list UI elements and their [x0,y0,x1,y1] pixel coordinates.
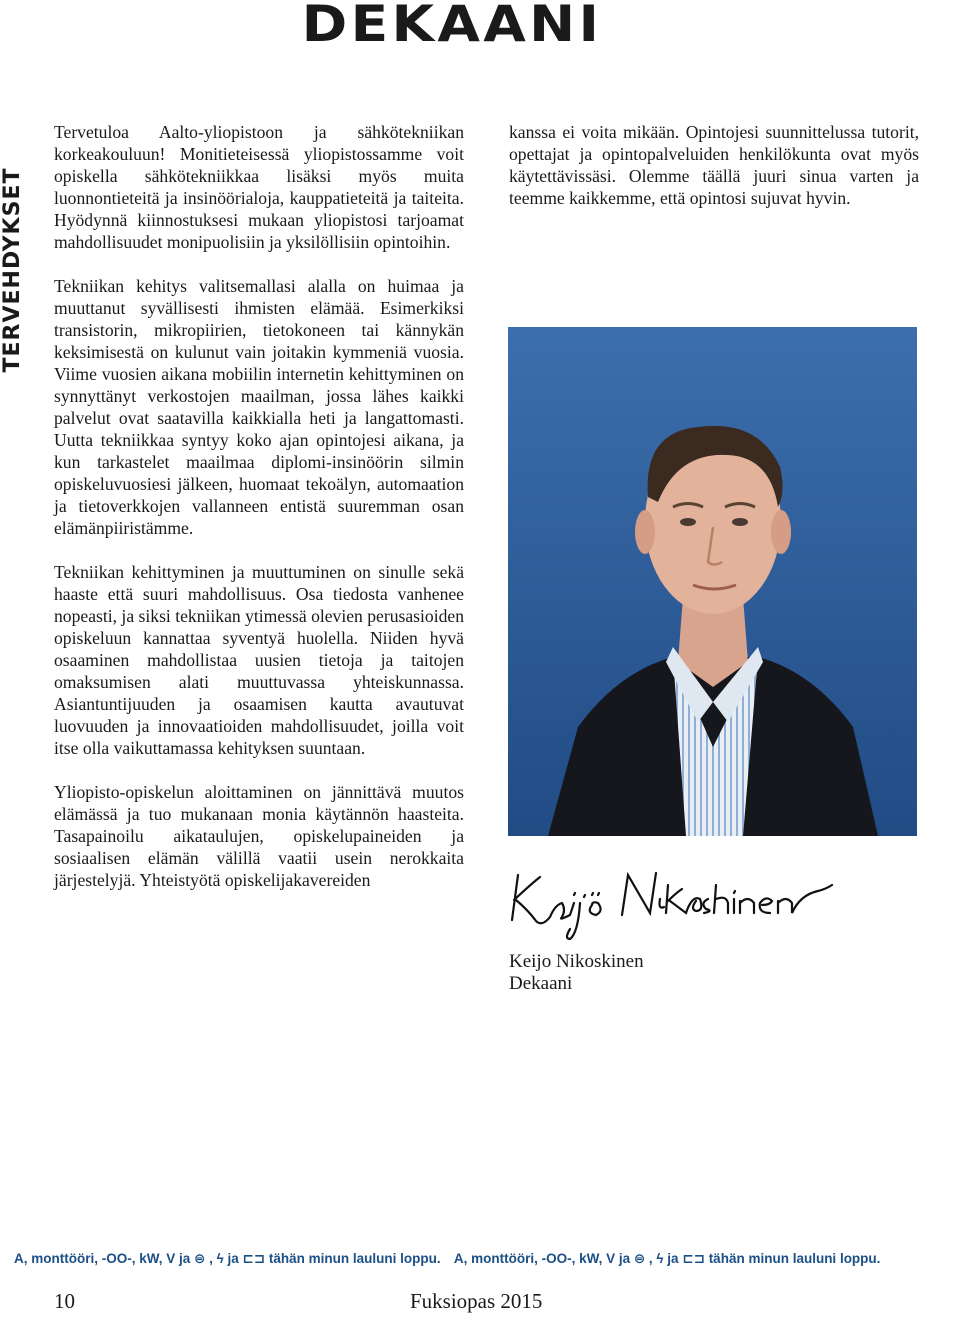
paragraph: kanssa ei voita mikään. Opintojesi suunnittelussa tutorit, opettajat ja opintopalveluiden henkilökunta ovat myös käytettävissäsi. Olemme täällä juuri sinua varten ja teemme kaikkemme, että opintosi sujuvat hyvin. [509,122,919,208]
dean-portrait-photo [508,327,917,836]
paragraph: Tekniikan kehittyminen ja muuttuminen on sinulle sekä haaste että suuri mahdollisuus. Osa tiedosta vanhenee nopeasti, ja siksi tekniikan ytimessä olevien perusasioiden opiskeluun kannattaa syventyä huolella. Niiden hyvä osaaminen mahdollistaa uusien tietoja ja taitojen omaksumisen alati muuttuvassa yhteiskunnassa. Asiantuntijuuden ja osaamisen kautta avautuvat luovuuden ja innovaatioiden mahdollisuudet, joilla voit itse olla vaikuttamassa kehityksen suuntaan. [54,562,464,758]
page-title: DEKAANI [301,0,602,53]
section-tab-label: TERVEHDYKSET [0,167,25,373]
paragraph: Tekniikan kehitys valitsemallasi alalla on huimaa ja muuttanut syvällisesti ihmisten elämää. Esimerkiksi transistorin, mikropiirien, tietokoneen tai kännykän keksimisestä on kulunut vain joitakin kymmeniä vuosia. Viime vuosien aikana mobiilin internetin kehittyminen on synnyttänyt verkostojen maailman, jossa lähes kaikki palvelut ovat saatavilla kaikkialla heti ja langattomasti. Uutta tekniikkaa syntyy koko ajan opintojesi aikana, ja kun tarkastelet maailmaa diplomi-insinöörin silmin opiskeluvuosiesi jälkeen, huomaat tekoälyn, automaation ja tietoverkkojen vallanneen entistä suuremman osan elämänpiiristämme. [54,276,464,538]
signature-caption [509,951,644,995]
signer-role: Dekaani [509,973,573,994]
publication-title: Fuksiopas 2015 [410,1289,543,1313]
right-text-column [509,121,919,231]
left-text-column [54,121,464,913]
paragraph: Yliopisto-opiskelun aloittaminen on jännittävä muutos elämässä ja tuo mukanaan monia käytännön haasteita. Tasapainoilu aikataulujen, opiskelupaineiden ja sosiaalisen elämän välillä vaatii usein nerokkaita järjestelyjä. Yhteistyötä opiskelijakavereiden [54,782,464,890]
ribbon-text: A, monttööri, -OO-, kW, V ja ⊜ , ϟ ja ⊏⊐ tähän minun lauluni loppu. [453,1251,881,1266]
signer-name: Keijo Nikoskinen [509,951,644,972]
paragraph: Tervetuloa Aalto-yliopistoon ja sähkötekniikan korkeakouluun! Monitieteisessä yliopistossamme voit opiskella sähkötekniikkaa lisäksi myös muita luonnontieteitä ja insinöörialoja, kauppatieteitä ja taiteita. Hyödynnä kiinnostuksesi mukaan yliopistosi tarjoamat mahdollisuudet monipuolisiin ja yksilöllisiin opintoihin. [54,122,464,252]
decorative-ribbon [14,1245,960,1273]
ribbon-text: A, monttööri, -OO-, kW, V ja ⊜ , ϟ ja ⊏⊐ tähän minun lauluni loppu. [14,1251,441,1266]
page-number: 10 [54,1289,75,1313]
section-tab [0,165,26,375]
handwritten-signature [500,855,840,945]
